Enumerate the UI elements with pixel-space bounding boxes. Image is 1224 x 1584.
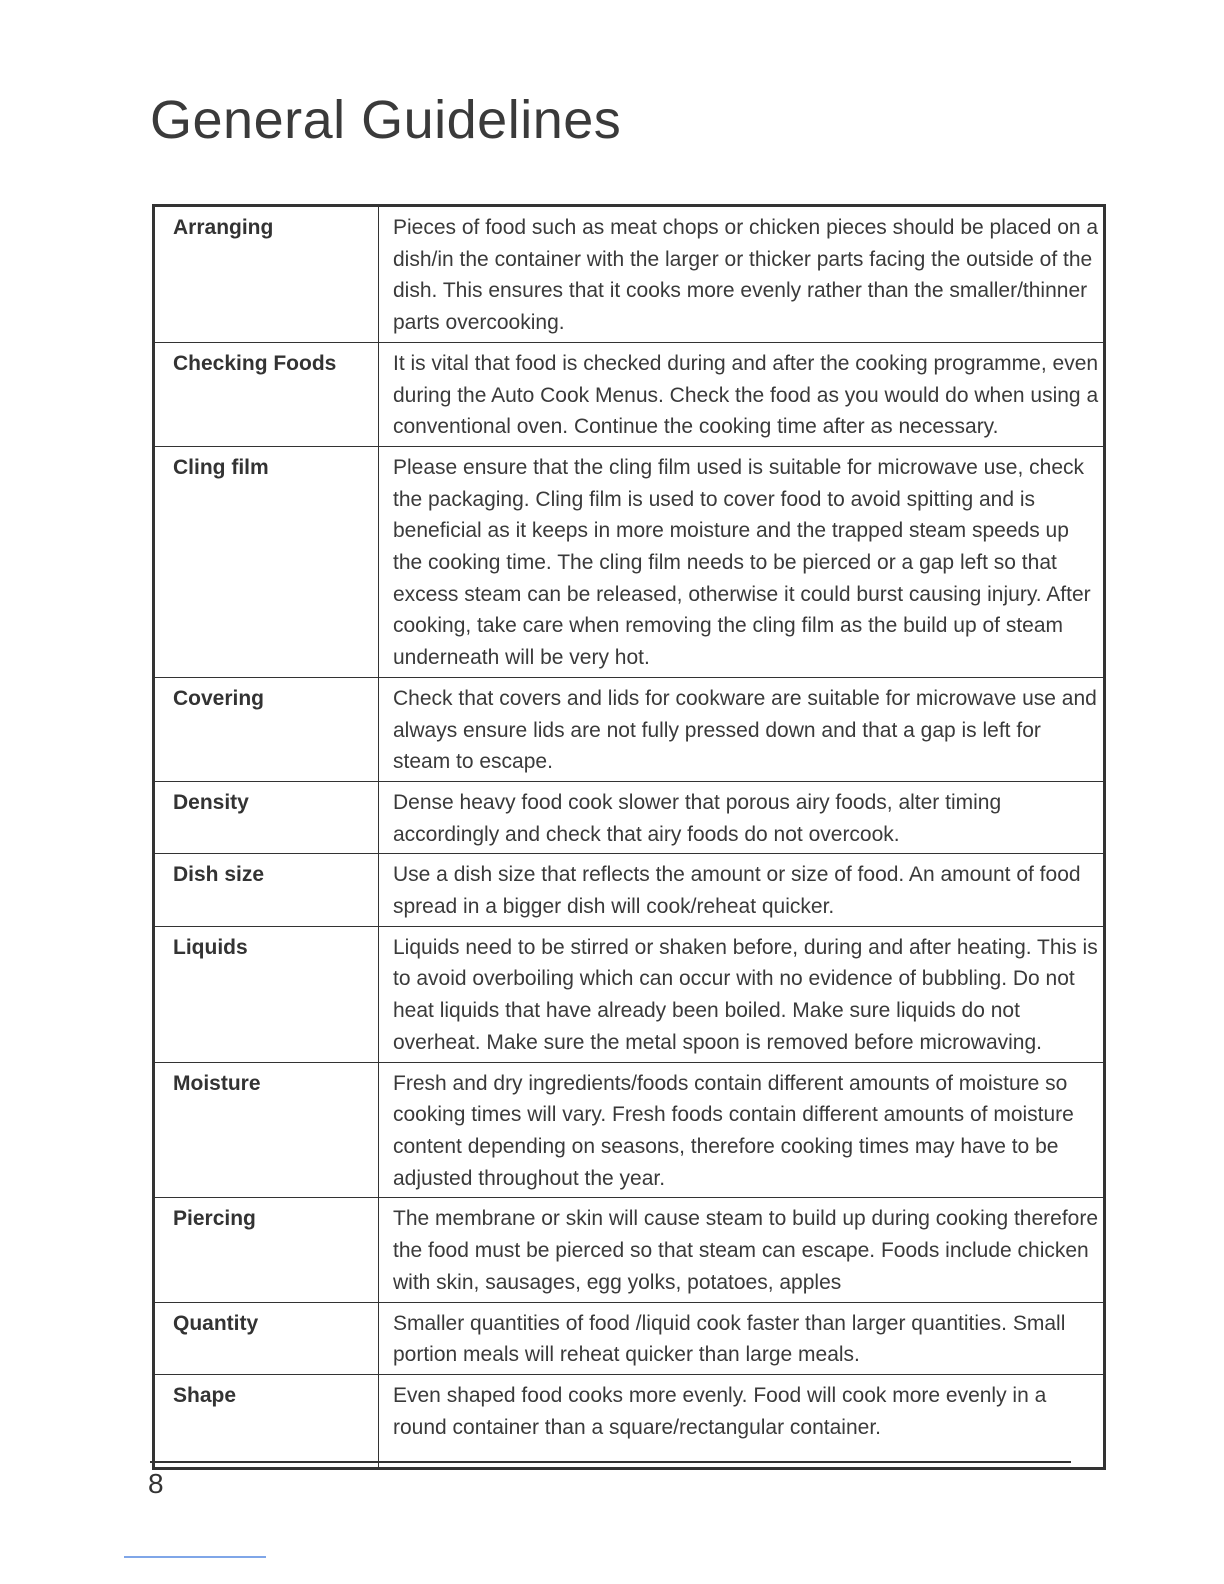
table-row [154,1198,1105,1302]
term-checking-foods: Checking Foods [154,342,379,446]
table-row [154,854,1105,926]
term-covering: Covering [154,677,379,781]
description-quantity: Smaller quantities of food /liquid cook faster than larger quantities. Small portion meals will reheat quicker than large meals. [379,1302,1105,1374]
description-arranging: Pieces of food such as meat chops or chicken pieces should be placed on a dish/in the container with the larger or thicker parts facing the outside of the dish. This ensures that it cooks more evenly rather than the smaller/thinner parts overcooking. [379,206,1105,343]
guidelines-table [152,204,1106,1470]
description-cling-film: Please ensure that the cling film used is suitable for microwave use, check the packaging. Cling film is used to cover food to avoid spitting and is beneficial as it keeps in more moisture and the trapped steam speeds up the cooking time. The cling film needs to be pierced or a gap left so that excess steam can be released, otherwise it could burst causing injury. After cooking, take care when removing the cling film as the build up of steam underneath will be very hot. [379,446,1105,677]
footer-divider [150,1461,1071,1463]
description-liquids: Liquids need to be stirred or shaken before, during and after heating. This is to avoid overboiling which can occur with no evidence of bubbling. Do not heat liquids that have already been boiled. Make sure liquids do not overheat. Make sure the metal spoon is removed before microwaving. [379,926,1105,1062]
description-piercing: The membrane or skin will cause steam to build up during cooking therefore the food must be pierced so that steam can escape. Foods include chicken with skin, sausages, egg yolks, potatoes, apples [379,1198,1105,1302]
description-shape: Even shaped food cooks more evenly. Food will cook more evenly in a round container than a square/rectangular container. [379,1374,1105,1468]
table-row [154,1374,1105,1468]
table-row [154,781,1105,853]
description-covering: Check that covers and lids for cookware are suitable for microwave use and always ensure lids are not fully pressed down and that a gap is left for steam to escape. [379,677,1105,781]
term-moisture: Moisture [154,1062,379,1198]
table-row [154,1062,1105,1198]
table-row [154,1302,1105,1374]
table-row [154,926,1105,1062]
term-density: Density [154,781,379,853]
term-shape: Shape [154,1374,379,1468]
description-density: Dense heavy food cook slower that porous airy foods, alter timing accordingly and check that airy foods do not overcook. [379,781,1105,853]
term-arranging: Arranging [154,206,379,343]
table-row [154,206,1105,343]
table-row [154,446,1105,677]
term-dish-size: Dish size [154,854,379,926]
term-quantity: Quantity [154,1302,379,1374]
page-title: General Guidelines [150,90,622,150]
term-liquids: Liquids [154,926,379,1062]
description-moisture: Fresh and dry ingredients/foods contain different amounts of moisture so cooking times will vary. Fresh foods contain different amounts of moisture content depending on seasons, therefore cooking times may have to be adjusted throughout the year. [379,1062,1105,1198]
page-number: 8 [148,1468,164,1499]
description-dish-size: Use a dish size that reflects the amount or size of food. An amount of food spread in a bigger dish will cook/reheat quicker. [379,854,1105,926]
bottom-link-underline [124,1556,266,1558]
term-piercing: Piercing [154,1198,379,1302]
table-row [154,342,1105,446]
term-cling-film: Cling film [154,446,379,677]
description-checking-foods: It is vital that food is checked during and after the cooking programme, even during the Auto Cook Menus. Check the food as you would do when using a conventional oven. Continue the cooking time after as necessary. [379,342,1105,446]
table-row [154,677,1105,781]
